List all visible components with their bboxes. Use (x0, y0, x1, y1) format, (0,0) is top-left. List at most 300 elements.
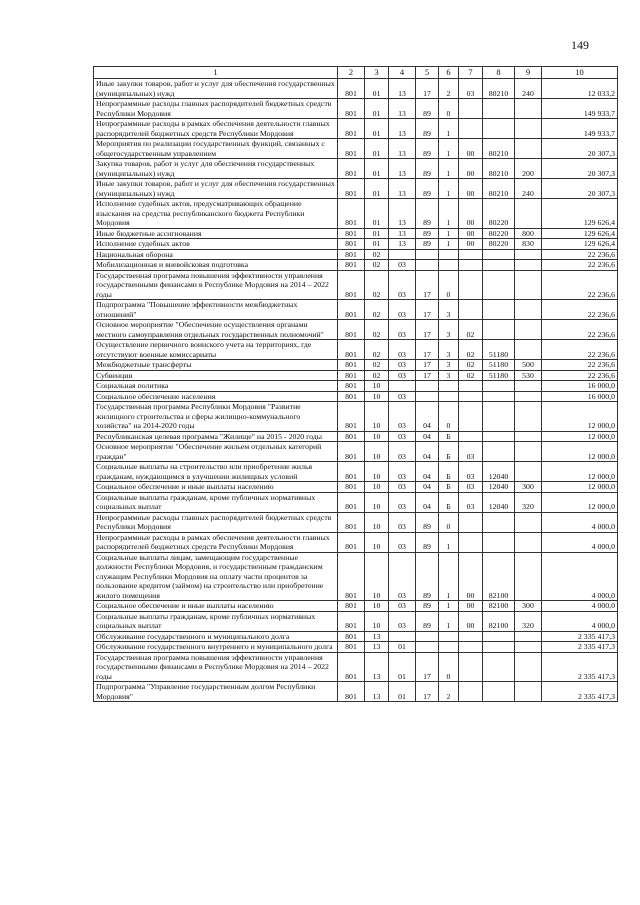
code-activity-cell (459, 682, 483, 702)
item-name-cell: Субвенции (94, 370, 338, 381)
code-admin-cell: 801 (338, 462, 365, 482)
code-direction-cell (483, 300, 515, 320)
code-subsection-cell: 03 (389, 462, 416, 482)
table-row (94, 239, 618, 250)
code-direction-cell: 80210 (483, 159, 515, 179)
code-section-cell: 01 (365, 239, 389, 250)
code-activity-cell (459, 260, 483, 271)
code-subprogram-cell: 2 (439, 682, 459, 702)
code-admin-cell: 801 (338, 682, 365, 702)
header-cell: 6 (439, 67, 459, 79)
code-subsection-cell: 03 (389, 320, 416, 340)
code-direction-cell: 12040 (483, 462, 515, 482)
code-section-cell: 01 (365, 199, 389, 229)
code-activity-cell: 03 (459, 462, 483, 482)
code-admin-cell: 801 (338, 611, 365, 631)
code-subsection-cell: 13 (389, 239, 416, 250)
code-program-cell: 04 (416, 482, 439, 493)
code-expense-type-cell (515, 652, 542, 682)
code-direction-cell: 82100 (483, 611, 515, 631)
code-subsection-cell: 03 (389, 370, 416, 381)
table-row (94, 431, 618, 442)
table-row (94, 159, 618, 179)
code-admin-cell: 801 (338, 601, 365, 612)
code-program-cell: 17 (416, 682, 439, 702)
code-expense-type-cell (515, 442, 542, 462)
code-admin-cell: 801 (338, 199, 365, 229)
code-direction-cell (483, 642, 515, 653)
code-subprogram-cell: 1 (439, 239, 459, 250)
code-activity-cell (459, 99, 483, 119)
amount-cell: 22 236,6 (542, 320, 618, 340)
code-subprogram-cell (439, 249, 459, 260)
code-admin-cell: 801 (338, 652, 365, 682)
code-subprogram-cell: 1 (439, 159, 459, 179)
header-cell: 8 (483, 67, 515, 79)
code-subprogram-cell: 3 (439, 340, 459, 360)
code-subprogram-cell: 1 (439, 532, 459, 552)
code-subsection-cell: 03 (389, 431, 416, 442)
amount-cell: 4 000,0 (542, 512, 618, 532)
code-subprogram-cell: 1 (439, 199, 459, 229)
code-subprogram-cell: 1 (439, 179, 459, 199)
header-cell: 1 (94, 67, 338, 79)
amount-cell: 149 933,7 (542, 99, 618, 119)
amount-cell: 12 000,0 (542, 442, 618, 462)
code-section-cell: 10 (365, 431, 389, 442)
table-row (94, 320, 618, 340)
code-subprogram-cell: 1 (439, 611, 459, 631)
code-admin-cell: 801 (338, 381, 365, 392)
item-name-cell: Иные закупки товаров, работ и услуг для обеспечения государственных (муниципальных) нужд (94, 179, 338, 199)
code-section-cell: 10 (365, 381, 389, 392)
code-direction-cell: 82100 (483, 601, 515, 612)
code-expense-type-cell: 240 (515, 179, 542, 199)
code-section-cell: 10 (365, 552, 389, 601)
code-expense-type-cell (515, 682, 542, 702)
code-subprogram-cell: Б (439, 482, 459, 493)
code-subsection-cell: 03 (389, 532, 416, 552)
table-row (94, 442, 618, 462)
table-body (94, 79, 618, 702)
table-row (94, 99, 618, 119)
code-expense-type-cell: 200 (515, 159, 542, 179)
table-row (94, 370, 618, 381)
amount-cell: 16 000,0 (542, 391, 618, 402)
code-subsection-cell: 13 (389, 79, 416, 99)
code-expense-type-cell: 530 (515, 370, 542, 381)
page-number: 149 (571, 38, 589, 52)
code-subprogram-cell: Б (439, 462, 459, 482)
code-admin-cell: 801 (338, 270, 365, 300)
table-row (94, 199, 618, 229)
code-section-cell: 10 (365, 512, 389, 532)
amount-cell: 12 000,0 (542, 402, 618, 432)
amount-cell: 12 000,0 (542, 431, 618, 442)
code-program-cell: 04 (416, 431, 439, 442)
item-name-cell: Мероприятия по реализации государственных функций, связанных с общегосударственным управлением (94, 139, 338, 159)
code-section-cell: 10 (365, 601, 389, 612)
code-section-cell: 10 (365, 402, 389, 432)
code-subsection-cell: 03 (389, 270, 416, 300)
code-admin-cell: 801 (338, 159, 365, 179)
item-name-cell: Осуществление первичного воинского учета на территориях, где отсутствуют военные комиссариаты (94, 340, 338, 360)
code-activity-cell: 00 (459, 228, 483, 239)
code-direction-cell (483, 431, 515, 442)
code-subsection-cell: 03 (389, 482, 416, 493)
amount-cell: 22 236,6 (542, 370, 618, 381)
code-admin-cell: 801 (338, 431, 365, 442)
item-name-cell: Обслуживание государственного внутреннего и муниципального долга (94, 642, 338, 653)
amount-cell: 2 335 417,3 (542, 652, 618, 682)
amount-cell: 129 626,4 (542, 239, 618, 250)
code-section-cell: 10 (365, 442, 389, 462)
table-row (94, 340, 618, 360)
code-direction-cell (483, 119, 515, 139)
code-admin-cell: 801 (338, 370, 365, 381)
code-subprogram-cell (439, 260, 459, 271)
code-subsection-cell: 03 (389, 552, 416, 601)
code-activity-cell (459, 642, 483, 653)
budget-table (93, 66, 618, 702)
code-program-cell: 89 (416, 199, 439, 229)
code-admin-cell: 801 (338, 179, 365, 199)
code-program-cell: 04 (416, 442, 439, 462)
code-subsection-cell: 03 (389, 260, 416, 271)
code-direction-cell (483, 320, 515, 340)
code-program-cell: 89 (416, 601, 439, 612)
item-name-cell: Социальные выплаты на строительство или приобретение жилья гражданам, нуждающимся в улучшении жилищных условий (94, 462, 338, 482)
code-program-cell (416, 260, 439, 271)
table-row (94, 482, 618, 493)
code-program-cell: 17 (416, 300, 439, 320)
code-expense-type-cell: 300 (515, 601, 542, 612)
code-program-cell: 17 (416, 370, 439, 381)
code-program-cell: 89 (416, 512, 439, 532)
table-header-row (94, 67, 618, 79)
code-program-cell (416, 631, 439, 642)
amount-cell: 22 236,6 (542, 360, 618, 371)
code-program-cell: 17 (416, 79, 439, 99)
table-row (94, 532, 618, 552)
item-name-cell: Подпрограмма "Управление государственным долгом Республики Мордовия" (94, 682, 338, 702)
code-section-cell: 01 (365, 119, 389, 139)
code-admin-cell: 801 (338, 492, 365, 512)
code-direction-cell: 80210 (483, 139, 515, 159)
code-section-cell: 01 (365, 179, 389, 199)
code-admin-cell: 801 (338, 249, 365, 260)
table-row (94, 552, 618, 601)
code-subprogram-cell: 2 (439, 79, 459, 99)
code-direction-cell: 51180 (483, 340, 515, 360)
code-subsection-cell: 01 (389, 652, 416, 682)
item-name-cell: Национальная оборона (94, 249, 338, 260)
code-activity-cell: 00 (459, 139, 483, 159)
code-direction-cell: 51180 (483, 360, 515, 371)
code-subsection-cell: 03 (389, 340, 416, 360)
header-cell: 3 (365, 67, 389, 79)
code-expense-type-cell (515, 552, 542, 601)
header-cell: 4 (389, 67, 416, 79)
table-row (94, 652, 618, 682)
table-row (94, 381, 618, 392)
code-subprogram-cell: Б (439, 492, 459, 512)
code-section-cell: 01 (365, 99, 389, 119)
code-program-cell (416, 642, 439, 653)
code-subsection-cell: 03 (389, 492, 416, 512)
table-row (94, 512, 618, 532)
code-program-cell: 17 (416, 340, 439, 360)
amount-cell: 4 000,0 (542, 552, 618, 601)
code-program-cell: 89 (416, 99, 439, 119)
code-direction-cell: 82100 (483, 552, 515, 601)
item-name-cell: Исполнение судебных актов, предусматривающих обращение взыскания на средства республиканского бюджета Республики Мордовия (94, 199, 338, 229)
code-admin-cell: 801 (338, 139, 365, 159)
header-cell: 2 (338, 67, 365, 79)
code-section-cell: 02 (365, 270, 389, 300)
code-activity-cell (459, 119, 483, 139)
table-row (94, 179, 618, 199)
table-row (94, 270, 618, 300)
amount-cell: 20 307,3 (542, 139, 618, 159)
code-program-cell: 17 (416, 320, 439, 340)
code-direction-cell: 80220 (483, 228, 515, 239)
code-subsection-cell (389, 381, 416, 392)
code-activity-cell (459, 300, 483, 320)
table-row (94, 79, 618, 99)
code-subprogram-cell: 1 (439, 552, 459, 601)
item-name-cell: Республиканская целевая программа "Жилище" на 2015 - 2020 годы (94, 431, 338, 442)
code-activity-cell (459, 532, 483, 552)
code-activity-cell (459, 249, 483, 260)
code-section-cell: 13 (365, 642, 389, 653)
code-expense-type-cell: 830 (515, 239, 542, 250)
code-subprogram-cell (439, 391, 459, 402)
code-section-cell: 02 (365, 249, 389, 260)
code-subprogram-cell: 0 (439, 652, 459, 682)
code-program-cell: 04 (416, 462, 439, 482)
code-expense-type-cell: 240 (515, 79, 542, 99)
code-expense-type-cell (515, 381, 542, 392)
code-direction-cell: 12040 (483, 492, 515, 512)
code-section-cell: 02 (365, 340, 389, 360)
item-name-cell: Подпрограмма "Повышение эффективности межбюджетных отношений" (94, 300, 338, 320)
code-admin-cell: 801 (338, 119, 365, 139)
code-admin-cell: 801 (338, 340, 365, 360)
code-section-cell: 13 (365, 652, 389, 682)
code-program-cell: 89 (416, 179, 439, 199)
amount-cell: 16 000,0 (542, 381, 618, 392)
code-admin-cell: 801 (338, 391, 365, 402)
amount-cell: 12 000,0 (542, 492, 618, 512)
code-direction-cell: 80220 (483, 199, 515, 229)
header-cell: 5 (416, 67, 439, 79)
code-program-cell: 04 (416, 492, 439, 512)
amount-cell: 12 033,2 (542, 79, 618, 99)
code-admin-cell: 801 (338, 239, 365, 250)
code-section-cell: 02 (365, 320, 389, 340)
code-subsection-cell: 13 (389, 99, 416, 119)
code-subsection-cell: 13 (389, 159, 416, 179)
code-activity-cell (459, 631, 483, 642)
code-admin-cell: 801 (338, 642, 365, 653)
code-activity-cell: 00 (459, 601, 483, 612)
code-subsection-cell: 03 (389, 391, 416, 402)
code-direction-cell (483, 381, 515, 392)
code-subsection-cell: 13 (389, 199, 416, 229)
amount-cell: 2 335 417,3 (542, 642, 618, 653)
code-expense-type-cell (515, 270, 542, 300)
code-activity-cell (459, 270, 483, 300)
code-direction-cell: 80210 (483, 179, 515, 199)
code-activity-cell (459, 381, 483, 392)
code-direction-cell (483, 99, 515, 119)
item-name-cell: Социальное обеспечение населения (94, 391, 338, 402)
code-subsection-cell: 13 (389, 179, 416, 199)
code-subprogram-cell: 3 (439, 360, 459, 371)
code-admin-cell: 801 (338, 552, 365, 601)
code-subprogram-cell: 1 (439, 601, 459, 612)
code-program-cell: 17 (416, 652, 439, 682)
code-section-cell: 13 (365, 682, 389, 702)
code-expense-type-cell (515, 139, 542, 159)
code-admin-cell: 801 (338, 320, 365, 340)
table-row (94, 139, 618, 159)
code-section-cell: 02 (365, 360, 389, 371)
code-expense-type-cell: 500 (515, 360, 542, 371)
code-direction-cell: 12040 (483, 482, 515, 493)
code-section-cell: 01 (365, 79, 389, 99)
code-direction-cell: 51180 (483, 370, 515, 381)
table-row (94, 462, 618, 482)
item-name-cell: Обслуживание государственного и муниципального долга (94, 631, 338, 642)
code-activity-cell: 00 (459, 239, 483, 250)
item-name-cell: Непрограммные расходы в рамках обеспечения деятельности главных распорядителей бюджетных средств Республики Мордовия (94, 532, 338, 552)
code-section-cell: 10 (365, 492, 389, 512)
code-program-cell: 89 (416, 239, 439, 250)
code-subsection-cell: 03 (389, 402, 416, 432)
table-row (94, 260, 618, 271)
table-row (94, 119, 618, 139)
code-activity-cell (459, 431, 483, 442)
code-section-cell: 01 (365, 228, 389, 239)
code-direction-cell (483, 249, 515, 260)
code-direction-cell (483, 442, 515, 462)
code-program-cell: 17 (416, 360, 439, 371)
code-expense-type-cell (515, 402, 542, 432)
code-subsection-cell: 01 (389, 682, 416, 702)
amount-cell: 2 335 417,3 (542, 682, 618, 702)
item-name-cell: Непрограммные расходы главных распорядителей бюджетных средств Республики Мордовия (94, 99, 338, 119)
code-admin-cell: 801 (338, 228, 365, 239)
code-section-cell: 02 (365, 370, 389, 381)
amount-cell: 129 626,4 (542, 228, 618, 239)
code-direction-cell (483, 682, 515, 702)
code-subprogram-cell (439, 642, 459, 653)
amount-cell: 22 236,6 (542, 300, 618, 320)
item-name-cell: Иные закупки товаров, работ и услуг для обеспечения государственных (муниципальных) нужд (94, 79, 338, 99)
amount-cell: 12 000,0 (542, 462, 618, 482)
code-subsection-cell: 03 (389, 601, 416, 612)
amount-cell: 22 236,6 (542, 249, 618, 260)
item-name-cell: Иные бюджетные ассигнования (94, 228, 338, 239)
header-cell: 7 (459, 67, 483, 79)
code-section-cell: 10 (365, 462, 389, 482)
code-direction-cell (483, 402, 515, 432)
table-row (94, 228, 618, 239)
code-subsection-cell: 13 (389, 139, 416, 159)
code-program-cell (416, 391, 439, 402)
amount-cell: 4 000,0 (542, 601, 618, 612)
item-name-cell: Мобилизационная и вневойсковая подготовка (94, 260, 338, 271)
code-admin-cell: 801 (338, 482, 365, 493)
table-row (94, 360, 618, 371)
code-activity-cell (459, 402, 483, 432)
item-name-cell: Непрограммные расходы в рамках обеспечения деятельности главных распорядителей бюджетных средств Республики Мордовия (94, 119, 338, 139)
code-subprogram-cell: 1 (439, 119, 459, 139)
table-row (94, 249, 618, 260)
code-direction-cell: 80220 (483, 239, 515, 250)
amount-cell: 129 626,4 (542, 199, 618, 229)
code-subprogram-cell: 3 (439, 320, 459, 340)
code-program-cell (416, 381, 439, 392)
code-activity-cell: 00 (459, 552, 483, 601)
code-subsection-cell: 03 (389, 611, 416, 631)
code-direction-cell (483, 631, 515, 642)
code-subprogram-cell: 0 (439, 512, 459, 532)
item-name-cell: Социальные выплаты лицам, замещающим государственные должности Республики Мордовия, и государственным гражданским служащим Республики Мордовия на оплату части процентов за пользование кредитом (займом) на строительство или приобретение жилого помещения (94, 552, 338, 601)
code-program-cell: 17 (416, 270, 439, 300)
code-admin-cell: 801 (338, 631, 365, 642)
code-subsection-cell: 13 (389, 119, 416, 139)
amount-cell: 149 933,7 (542, 119, 618, 139)
item-name-cell: Социальное обеспечение и иные выплаты населению (94, 482, 338, 493)
code-subsection-cell (389, 249, 416, 260)
code-admin-cell: 801 (338, 360, 365, 371)
table-row (94, 391, 618, 402)
code-subsection-cell: 03 (389, 360, 416, 371)
code-subprogram-cell: 3 (439, 300, 459, 320)
code-section-cell: 01 (365, 139, 389, 159)
amount-cell: 12 000,0 (542, 482, 618, 493)
item-name-cell: Непрограммные расходы главных распорядителей бюджетных средств Республики Мордовия (94, 512, 338, 532)
code-activity-cell: 00 (459, 159, 483, 179)
code-section-cell: 10 (365, 532, 389, 552)
item-name-cell: Исполнение судебных актов (94, 239, 338, 250)
table-row (94, 492, 618, 512)
item-name-cell: Основное мероприятие "Обеспечение осуществления органами местного самоуправления отдельных государственных полномочий" (94, 320, 338, 340)
code-activity-cell: 03 (459, 79, 483, 99)
code-subsection-cell: 01 (389, 642, 416, 653)
code-expense-type-cell (515, 631, 542, 642)
item-name-cell: Межбюджетные трансферты (94, 360, 338, 371)
amount-cell: 4 000,0 (542, 611, 618, 631)
code-expense-type-cell (515, 260, 542, 271)
code-admin-cell: 801 (338, 79, 365, 99)
code-activity-cell: 02 (459, 360, 483, 371)
code-subprogram-cell: Б (439, 442, 459, 462)
code-subsection-cell (389, 631, 416, 642)
code-activity-cell: 03 (459, 492, 483, 512)
code-expense-type-cell (515, 300, 542, 320)
code-section-cell: 10 (365, 391, 389, 402)
amount-cell: 4 000,0 (542, 532, 618, 552)
code-expense-type-cell (515, 340, 542, 360)
code-expense-type-cell: 320 (515, 611, 542, 631)
code-section-cell: 01 (365, 159, 389, 179)
code-program-cell: 89 (416, 552, 439, 601)
header-cell: 10 (542, 67, 618, 79)
